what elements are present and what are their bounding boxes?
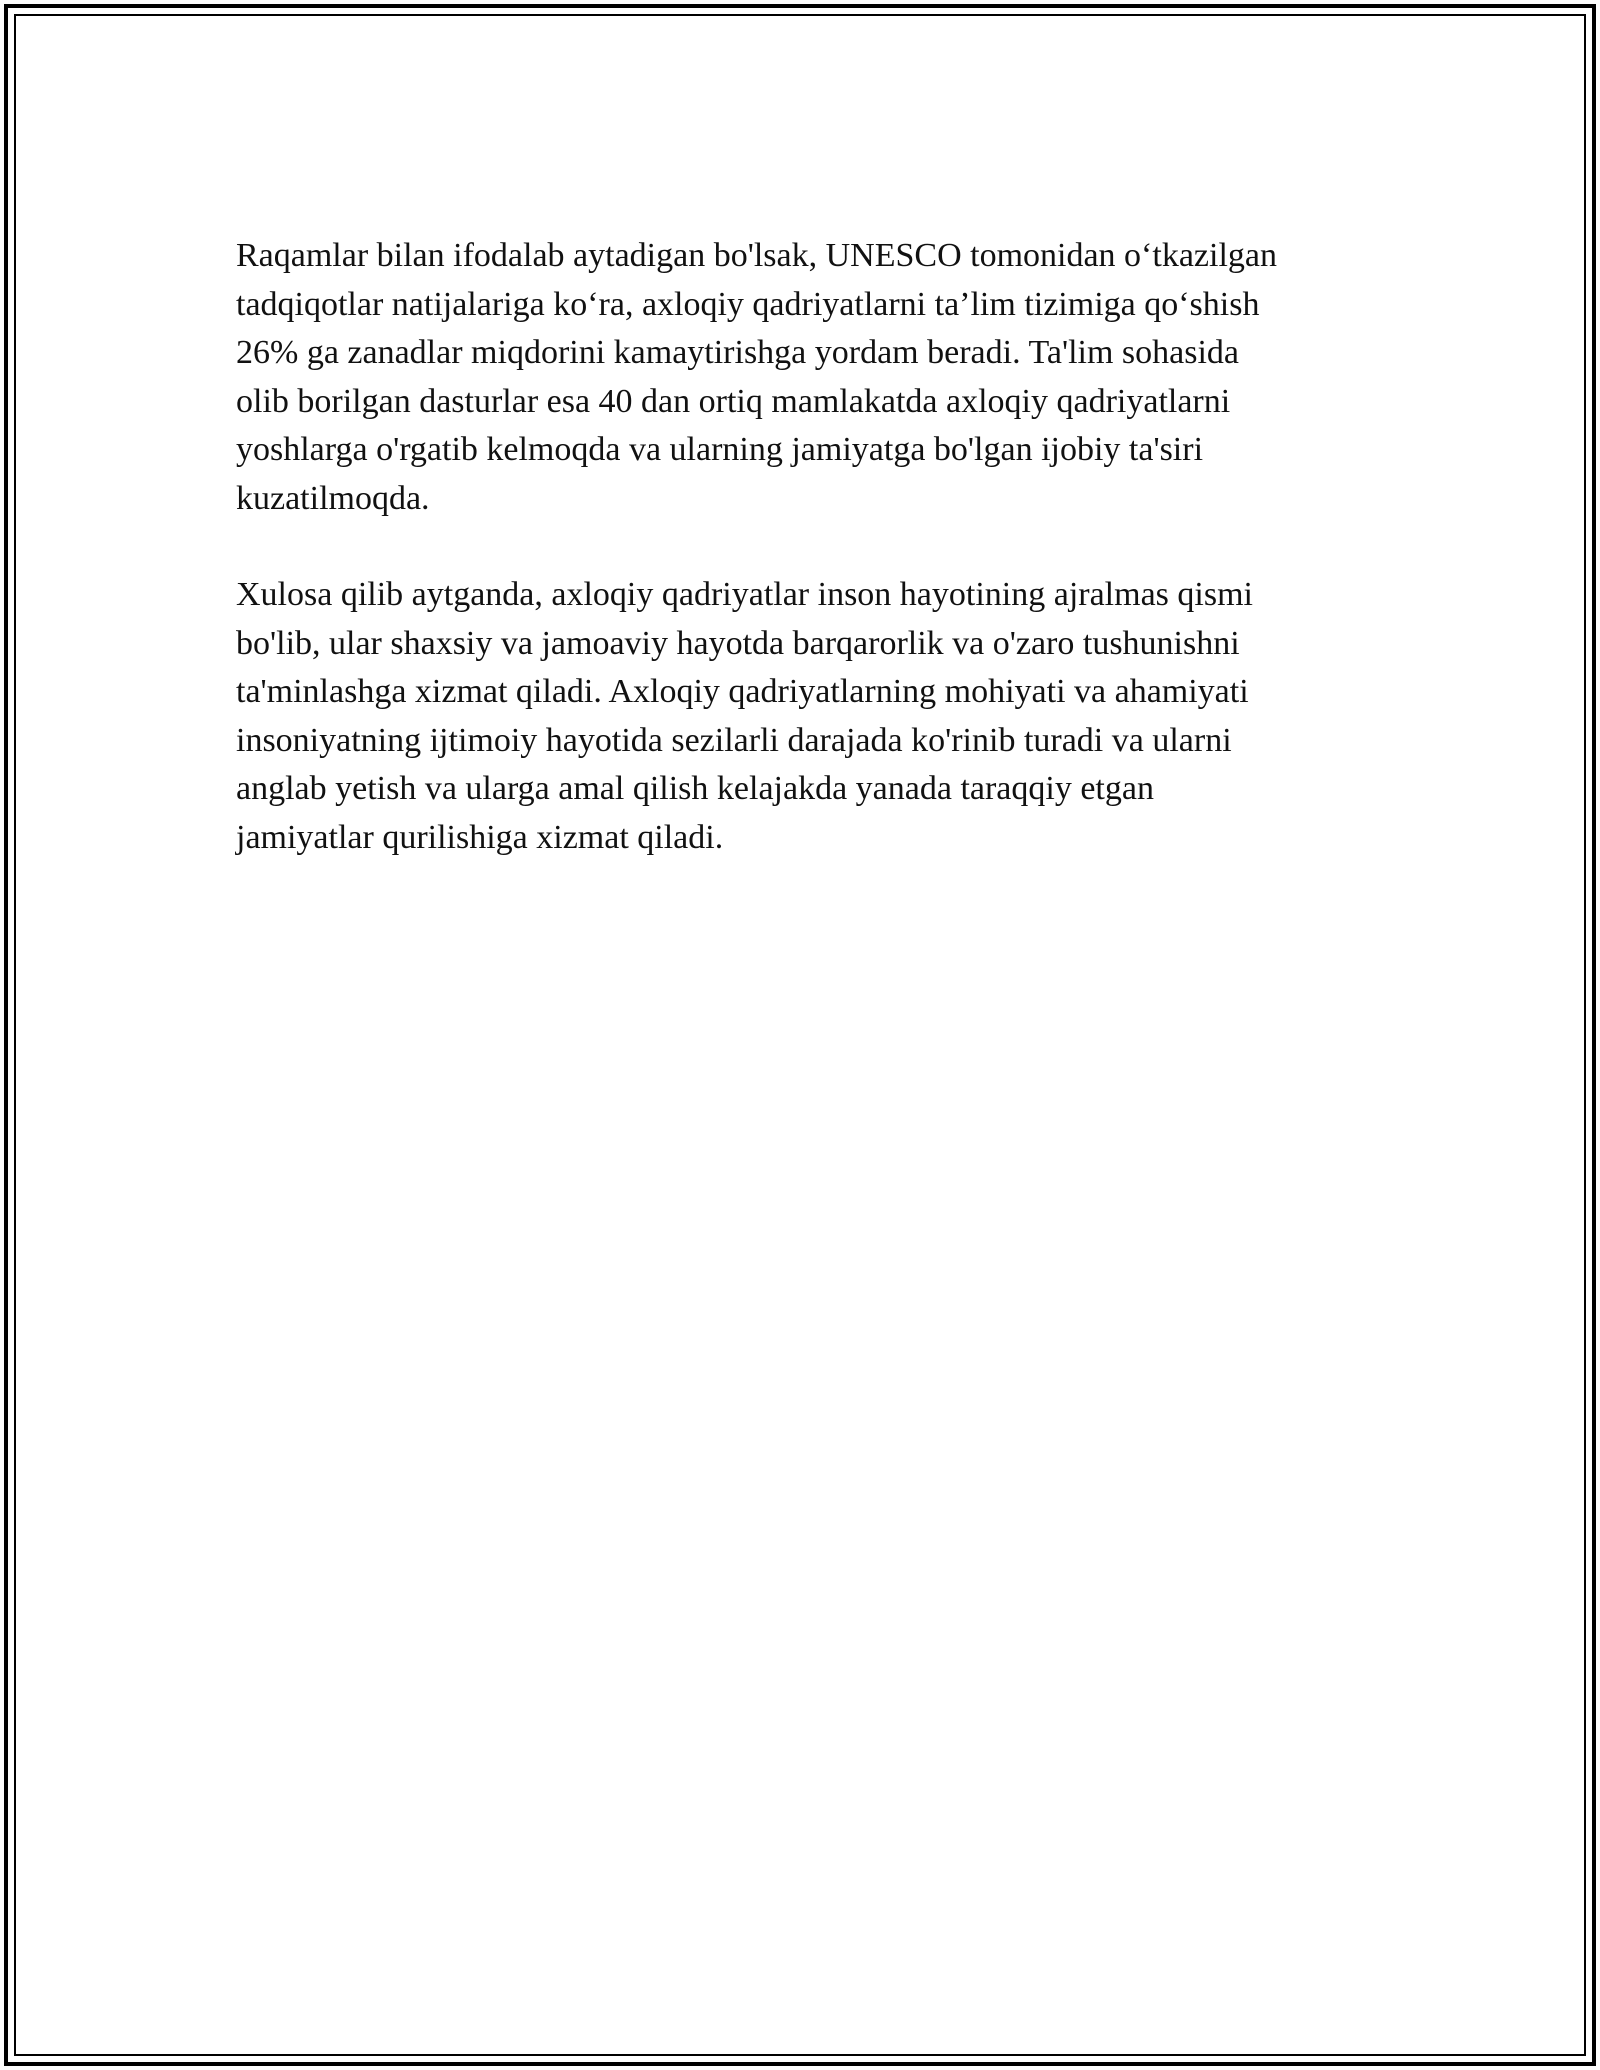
document-body	[236, 232, 1366, 862]
paragraph-conclusion: Xulosa qilib aytganda, axloqiy qadriyatlar inson hayotining ajralmas qismi bo'lib, ular shaxsiy va jamoaviy hayotda barqarorlik va o'zaro tushunishni ta'minlashga xizmat qiladi. Axloqiy qadriyatlarning mohiyati va ahamiyati insoniyatning ijtimoiy hayotida sezilarli darajada ko'rinib turadi va ularni anglab yetish va ularga amal qilish kelajakda yanada taraqqiy etgan jamiyatlar qurilishiga xizmat qiladi.	[236, 576, 1253, 856]
paragraph-statistics: Raqamlar bilan ifodalab aytadigan bo'lsak, UNESCO tomonidan o‘tkazilgan tadqiqotlar natijalariga ko‘ra, axloqiy qadriyatlarni ta’lim tizimiga qo‘shish 26% ga zanadlar miqdorini kamaytirishga yordam beradi. Ta'lim sohasida olib borilgan dasturlar esa 40 dan ortiq mamlakatda axloqiy qadriyatlarni yoshlarga o'rgatib kelmoqda va ularning jamiyatga bo'lgan ijobiy ta'siri kuzatilmoqda.	[236, 237, 1277, 517]
